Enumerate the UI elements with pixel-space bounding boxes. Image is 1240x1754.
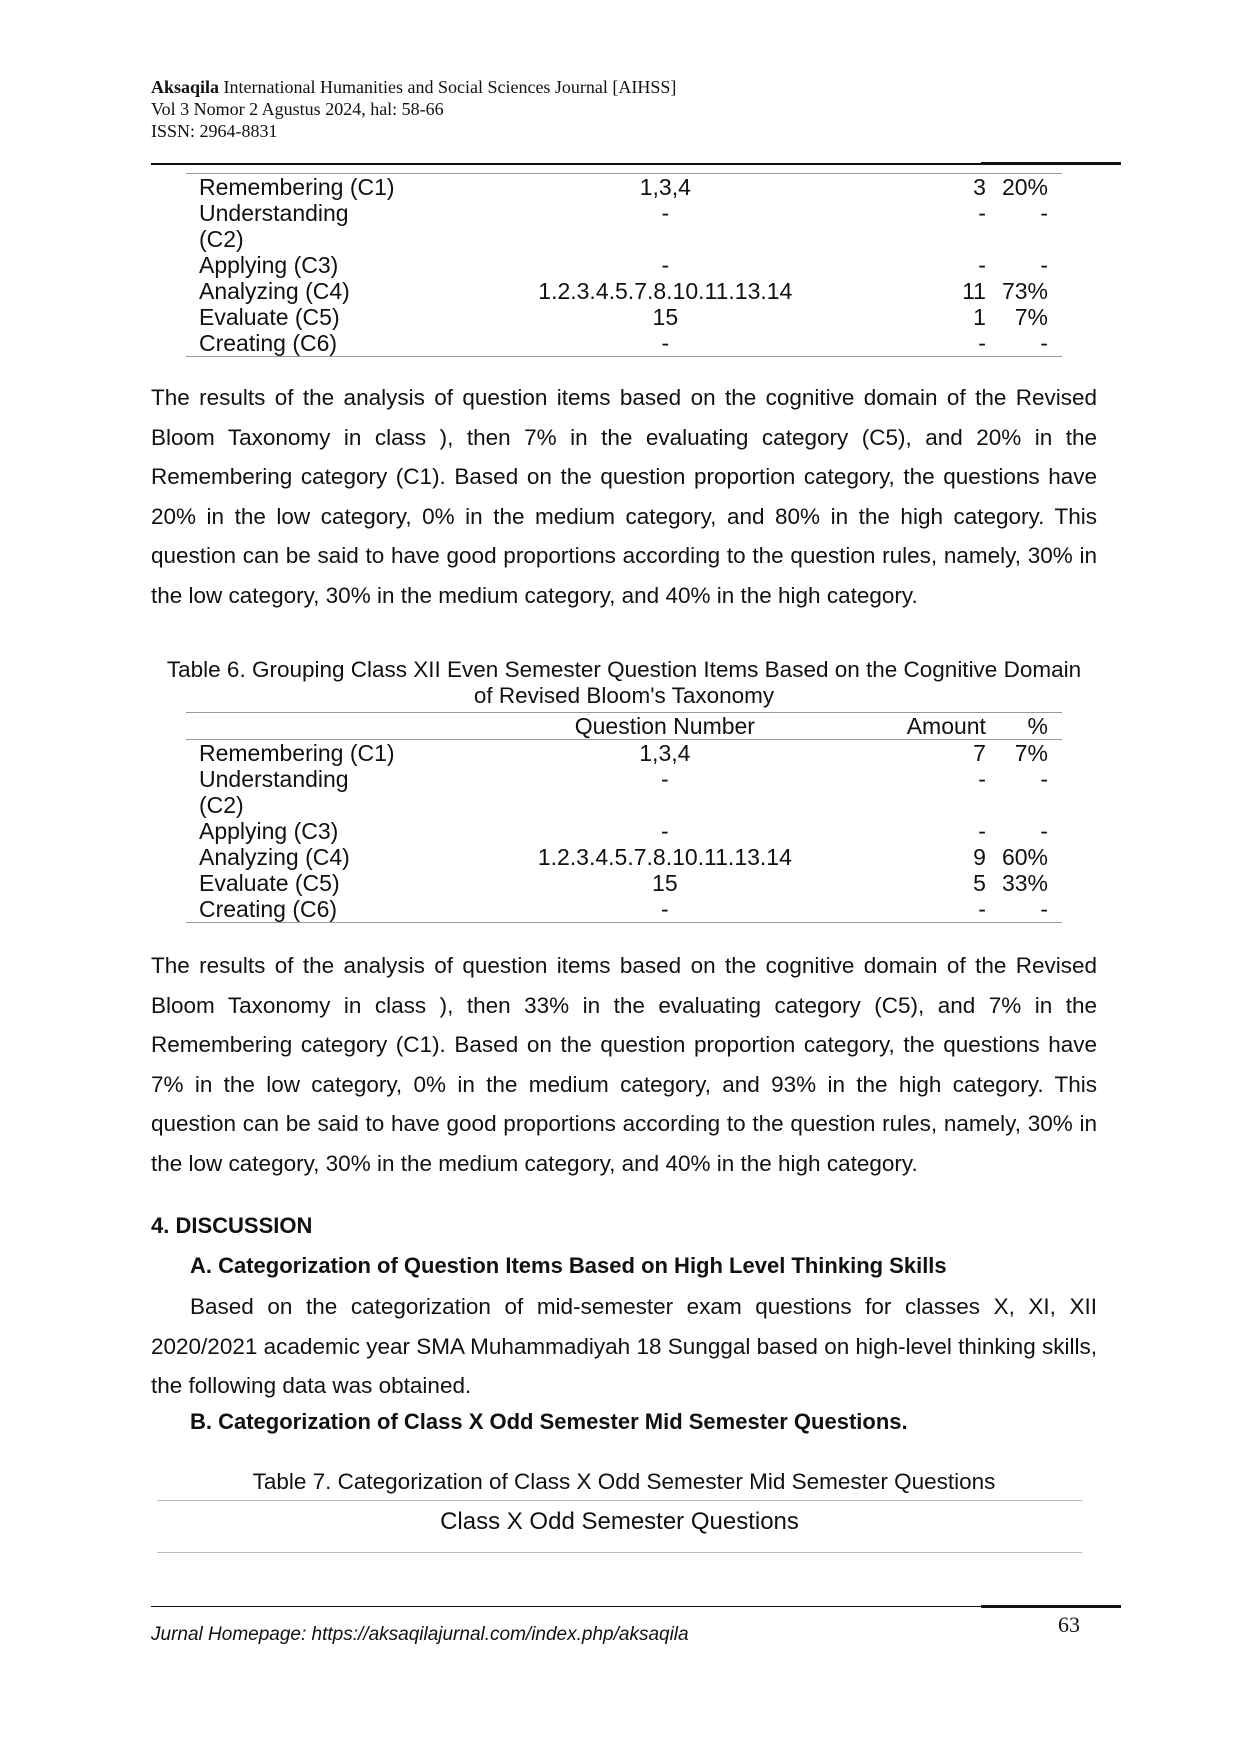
cell-amount: -	[848, 330, 1002, 357]
table-row	[186, 200, 1062, 252]
column-header-amount: Amount	[847, 713, 1002, 740]
paragraph-results-table5: The results of the analysis of question items based on the cognitive domain of the Revised Bloom Taxonomy in class ), then 7% in the evaluating category (C5), and 20% in the Remembering category (C1). Based on the question proportion category, the questions have 20% in the low category, 0% in the medium category, and 80% in the high category. This question can be said to have good proportions according to the question rules, namely, 30% in the low category, 30% in the medium category, and 40% in the high category.	[151, 385, 1097, 608]
cell-percent: 73%	[1001, 278, 1048, 304]
cell-numbers: -	[483, 330, 847, 357]
cell-percent: -	[1002, 330, 1062, 357]
cell-amount: -	[978, 818, 986, 844]
cell-level: Creating (C6)	[186, 330, 483, 357]
journal-title: Aksaqila International Humanities and Social Sciences Journal [AIHSS]	[151, 77, 677, 97]
table-7-header-rule	[157, 1552, 1082, 1553]
journal-homepage: Jurnal Homepage: https://aksaqilajurnal.com/index.php/aksaqila	[151, 1624, 689, 1645]
cell-percent: -	[1040, 766, 1048, 792]
table-row	[186, 330, 1062, 357]
cell-percent: -	[1040, 818, 1048, 844]
table-header-row	[186, 713, 1062, 740]
cell-numbers: -	[661, 818, 669, 844]
footer-rule	[151, 1606, 1121, 1607]
cell-numbers: 1.2.3.4.5.7.8.10.11.13.14	[538, 278, 793, 304]
subheading-b: B. Categorization of Class X Odd Semester Mid Semester Questions.	[190, 1409, 908, 1434]
journal-issn: ISSN: 2964-8831	[151, 121, 278, 141]
table-row	[186, 818, 1062, 844]
cell-percent: 7%	[1014, 740, 1048, 766]
table-7-header: Class X Odd Semester Questions	[440, 1508, 799, 1535]
cell-percent: -	[1040, 200, 1048, 226]
cell-numbers: 1.2.3.4.5.7.8.10.11.13.14	[537, 844, 792, 870]
column-header-numbers: Question Number	[483, 713, 847, 740]
cell-level: Creating (C6)	[186, 896, 483, 923]
cell-level: Evaluate (C5)	[199, 304, 340, 330]
header-rule	[151, 163, 1121, 165]
column-header-percent: %	[1002, 713, 1062, 740]
cell-numbers: -	[661, 766, 669, 792]
table-row	[186, 766, 1062, 818]
cell-amount: -	[978, 200, 986, 226]
subheading-a: A. Categorization of Question Items Based on High Level Thinking Skills	[190, 1253, 947, 1278]
cell-level: Analyzing (C4)	[199, 278, 350, 304]
cell-numbers: 1,3,4	[639, 740, 691, 766]
page-number: 63	[1058, 1612, 1080, 1637]
cell-percent: -	[1040, 252, 1048, 278]
cell-amount: 9	[973, 844, 986, 870]
cell-numbers: -	[483, 896, 847, 923]
table-row	[186, 896, 1062, 923]
journal-header	[151, 76, 676, 142]
cell-numbers: 1,3,4	[483, 174, 847, 201]
table-6	[186, 712, 1062, 923]
table-row	[186, 278, 1062, 304]
paragraph-results-table6: The results of the analysis of question items based on the cognitive domain of the Revised Bloom Taxonomy in class ), then 33% in the evaluating category (C5), and 7% in the Remembering category (C1). Based on the question proportion category, the questions have 7% in the low category, 0% in the medium category, and 93% in the high category. This question can be said to have good proportions according to the question rules, namely, 30% in the low category, 30% in the medium category, and 40% in the high category.	[151, 953, 1097, 1176]
table-row	[186, 844, 1062, 870]
table-6-caption-line2: of Revised Bloom's Taxonomy	[473, 683, 775, 708]
column-header-level	[186, 713, 483, 740]
cell-amount: -	[978, 252, 986, 278]
section-heading-discussion: 4. DISCUSSION	[151, 1213, 313, 1238]
cell-amount: 7	[973, 740, 986, 766]
cell-percent: 7%	[1014, 304, 1048, 330]
cell-level: Understanding (C2)	[199, 200, 349, 252]
table-row	[186, 870, 1062, 896]
table-7-top-rule	[157, 1500, 1082, 1501]
table-row	[186, 304, 1062, 330]
cell-percent: 33%	[1001, 870, 1048, 896]
cell-level: Applying (C3)	[199, 252, 339, 278]
cell-level: Remembering (C1)	[199, 740, 395, 766]
cell-amount: 5	[973, 870, 986, 896]
cell-percent: 20%	[1002, 174, 1062, 201]
cell-level: Understanding (C2)	[199, 766, 349, 818]
table-row	[186, 252, 1062, 278]
cell-numbers: 15	[652, 304, 679, 330]
paragraph-discussion: Based on the categorization of mid-semester exam questions for classes X, XI, XII 2020/2021 academic year SMA Muhammadiyah 18 Sunggal based on high-level thinking skills, the following data was obtained.	[151, 1294, 1097, 1398]
table-6-caption-line1: Table 6. Grouping Class XII Even Semester Question Items Based on the Cognitive Domain	[166, 657, 1082, 682]
cell-amount: -	[978, 766, 986, 792]
cell-level: Evaluate (C5)	[199, 870, 340, 896]
table-6-caption	[151, 657, 1097, 709]
table-row	[186, 174, 1062, 201]
cell-percent: -	[1002, 896, 1062, 923]
table-7-caption: Table 7. Categorization of Class X Odd Semester Mid Semester Questions	[252, 1469, 996, 1494]
cell-numbers: -	[661, 252, 670, 278]
cell-amount: 1	[973, 304, 986, 330]
journal-volume: Vol 3 Nomor 2 Agustus 2024, hal: 58-66	[151, 99, 444, 119]
cell-level: Analyzing (C4)	[199, 844, 350, 870]
cell-level: Remembering (C1)	[186, 174, 483, 201]
table-5-continued	[186, 173, 1062, 357]
cell-amount: 11	[962, 278, 986, 304]
cell-numbers: -	[661, 200, 670, 226]
cell-amount: -	[847, 896, 1002, 923]
table-row	[186, 740, 1062, 767]
cell-amount: 3	[848, 174, 1002, 201]
cell-numbers: 15	[652, 870, 678, 896]
cell-percent: 60%	[1001, 844, 1048, 870]
cell-level: Applying (C3)	[199, 818, 339, 844]
